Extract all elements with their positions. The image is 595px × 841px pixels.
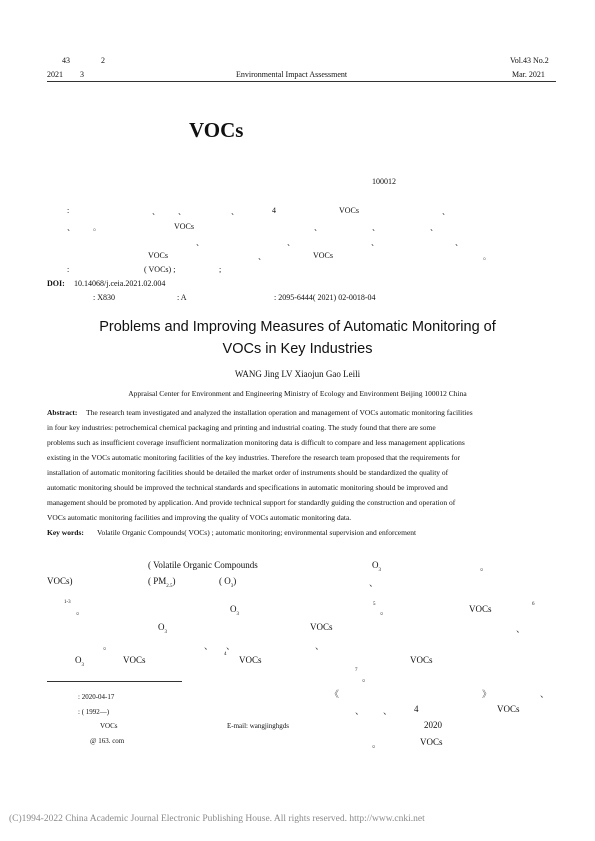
reference-mark: 6 bbox=[532, 602, 535, 607]
body-fragment: ( Volatile Organic Compounds bbox=[148, 560, 258, 570]
abstract-cn-number: 4 bbox=[272, 206, 276, 215]
header-issue-cn: 2 bbox=[101, 56, 105, 65]
body-fragment: VOCs bbox=[410, 655, 433, 665]
abstract-en-line: in four key industries: petrochemical chemical packaging and printing and industrial coating. The study found that there are some bbox=[47, 423, 436, 432]
header-year-cn: 2021 bbox=[47, 70, 63, 79]
title-en-line1: Problems and Improving Measures of Automatic Monitoring of bbox=[99, 319, 496, 335]
body-fragment: 。 bbox=[362, 673, 372, 683]
abstract-cn-mark: 、 bbox=[231, 207, 239, 216]
abstract-cn-mark: 、 bbox=[287, 238, 295, 247]
abstract-en-line: management should be promoted by application. And provide technical support for standardly guiding the construction and operation of bbox=[47, 498, 456, 507]
body-fragment: VOCs bbox=[310, 622, 333, 632]
abstract-en-line: existing in the VOCs automatic monitoring facilities of the key industries. Therefore the research team proposed that the requirements for bbox=[47, 453, 460, 462]
abstract-en-line: The research team investigated and analyzed the installation operation and management of VOCs automatic monitoring facilities bbox=[86, 408, 473, 417]
keywords-en-value: Volatile Organic Compounds( VOCs) ; automatic monitoring; environmental supervision and enforcement bbox=[97, 528, 417, 537]
abstract-cn-mark: 、 bbox=[67, 223, 75, 232]
abstract-cn-mark: 、 bbox=[178, 207, 186, 216]
reference-mark: 5 bbox=[373, 602, 376, 607]
body-fragment: 、 bbox=[315, 641, 325, 651]
header-month-cn: 3 bbox=[80, 70, 84, 79]
body-fragment: VOCs bbox=[420, 737, 443, 747]
keywords-cn-colon: : bbox=[67, 265, 70, 274]
body-fragment: 、 bbox=[355, 706, 365, 716]
affiliation-en: Appraisal Center for Environment and Engineering Ministry of Ecology and Environment Beijing 100012 China bbox=[128, 389, 467, 398]
abstract-cn-mark: 、 bbox=[152, 207, 160, 216]
header-journal: Environmental Impact Assessment bbox=[236, 70, 348, 79]
footnote-vocs: VOCs bbox=[100, 722, 118, 730]
body-fragment: VOCs bbox=[469, 604, 492, 614]
title-en-line2: VOCs in Key Industries bbox=[222, 341, 373, 357]
abstract-cn-mark: 、 bbox=[455, 238, 463, 247]
keywords-cn-mark: ; bbox=[219, 265, 222, 274]
body-fragment: 、 bbox=[383, 706, 393, 716]
keywords-cn-vocs: ( VOCs) ; bbox=[144, 265, 176, 274]
body-fragment: VOCs bbox=[123, 655, 146, 665]
abstract-cn-mark: 、 bbox=[372, 223, 380, 232]
body-fragment: 2020 bbox=[424, 720, 442, 730]
body-fragment: VOCs) bbox=[47, 576, 73, 586]
body-fragment: 、 bbox=[204, 641, 214, 651]
footnote-rule bbox=[47, 681, 182, 682]
abstract-cn-vocs: VOCs bbox=[339, 206, 360, 215]
body-fragment: 、 bbox=[516, 624, 526, 634]
body-fragment: $O_3$ bbox=[158, 622, 167, 635]
abstract-cn-vocs: VOCs bbox=[148, 251, 169, 260]
body-fragment: 。 bbox=[372, 739, 382, 749]
abstract-cn-mark: 、 bbox=[314, 223, 322, 232]
reference-mark: 4 bbox=[224, 652, 227, 657]
body-fragment: 。 bbox=[480, 562, 490, 572]
body-fragment: $O_3$ bbox=[230, 604, 239, 617]
body-fragment: 。 bbox=[103, 641, 113, 651]
footnote-received: : 2020-04-17 bbox=[78, 693, 115, 701]
clc-number: : X830 bbox=[93, 293, 115, 302]
authors-en: WANG Jing LV Xiaojun Gao Leili bbox=[234, 369, 361, 379]
doi-value: 10.14068/j.ceia.2021.02.004 bbox=[74, 279, 166, 288]
abstract-en-line: installation of automatic monitoring facilities should be detailed the market order of instruments should be standardized the quality of bbox=[47, 468, 449, 477]
document-code: : A bbox=[177, 293, 187, 302]
abstract-cn-colon: : bbox=[67, 206, 70, 215]
header-volume-en: Vol.43 No.2 bbox=[510, 56, 549, 65]
body-fragment: 、 bbox=[226, 641, 236, 651]
abstract-cn-mark: 。 bbox=[483, 252, 491, 261]
abstract-en-line: problems such as insufficient coverage insufficient normalization monitoring data is difficult to compare and less management applications bbox=[47, 438, 465, 447]
abstract-en-label: Abstract: bbox=[47, 408, 78, 417]
body-fragment: 。 bbox=[380, 606, 390, 616]
body-fragment: 、 bbox=[540, 689, 550, 699]
abstract-cn-mark: 、 bbox=[258, 252, 266, 261]
postcode: 100012 bbox=[372, 177, 396, 186]
body-fragment: $O_3$ bbox=[372, 560, 381, 573]
body-fragment: VOCs bbox=[497, 704, 520, 714]
keywords-en-label: Key words: bbox=[47, 528, 84, 537]
body-fragment: 》 bbox=[482, 689, 492, 699]
reference-mark: 1-3 bbox=[64, 600, 71, 605]
header-volume-cn: 43 bbox=[62, 56, 70, 65]
body-fragment: $O_3$ bbox=[75, 655, 84, 668]
doi-label: DOI: bbox=[47, 279, 65, 288]
footnote-author: : ( 1992—) bbox=[78, 708, 110, 716]
body-fragment: VOCs bbox=[239, 655, 262, 665]
body-fragment: 、 bbox=[369, 578, 379, 588]
footnote-email-domain: @ 163. com bbox=[90, 737, 125, 745]
body-fragment: 《 bbox=[330, 689, 340, 699]
abstract-cn-mark: 、 bbox=[371, 238, 379, 247]
header-rule bbox=[47, 81, 556, 82]
body-fragment: 。 bbox=[76, 606, 86, 616]
footnote-email: E-mail: wangjinghgds bbox=[227, 722, 290, 730]
article-number: : 2095-6444( 2021) 02-0018-04 bbox=[274, 293, 376, 302]
abstract-en-line: VOCs automatic monitoring facilities and improving the quality of VOCs automatic monitoring data. bbox=[47, 513, 352, 522]
copyright-notice: (C)1994-2022 China Academic Journal Electronic Publishing House. All rights reserved. http://www.cnki.net bbox=[9, 814, 425, 824]
abstract-cn-mark: 、 bbox=[430, 223, 438, 232]
reference-mark: 7 bbox=[355, 668, 358, 673]
abstract-cn-mark: 。 bbox=[93, 223, 101, 232]
body-fragment: 4 bbox=[414, 704, 419, 714]
body-fragment: ( $O_3$) bbox=[219, 576, 237, 589]
body-fragment: ( $PM_{2.5}$) bbox=[148, 576, 176, 589]
header-date-en: Mar. 2021 bbox=[512, 70, 545, 79]
abstract-cn-vocs: VOCs bbox=[313, 251, 334, 260]
abstract-en-line: automatic monitoring should be improved the technical standards and specifications in automatic monitoring should be improved and bbox=[47, 483, 448, 492]
abstract-cn-vocs: VOCs bbox=[174, 222, 195, 231]
abstract-cn-mark: 、 bbox=[196, 238, 204, 247]
title-cn: VOCs bbox=[189, 118, 244, 142]
abstract-cn-mark: 、 bbox=[442, 207, 450, 216]
